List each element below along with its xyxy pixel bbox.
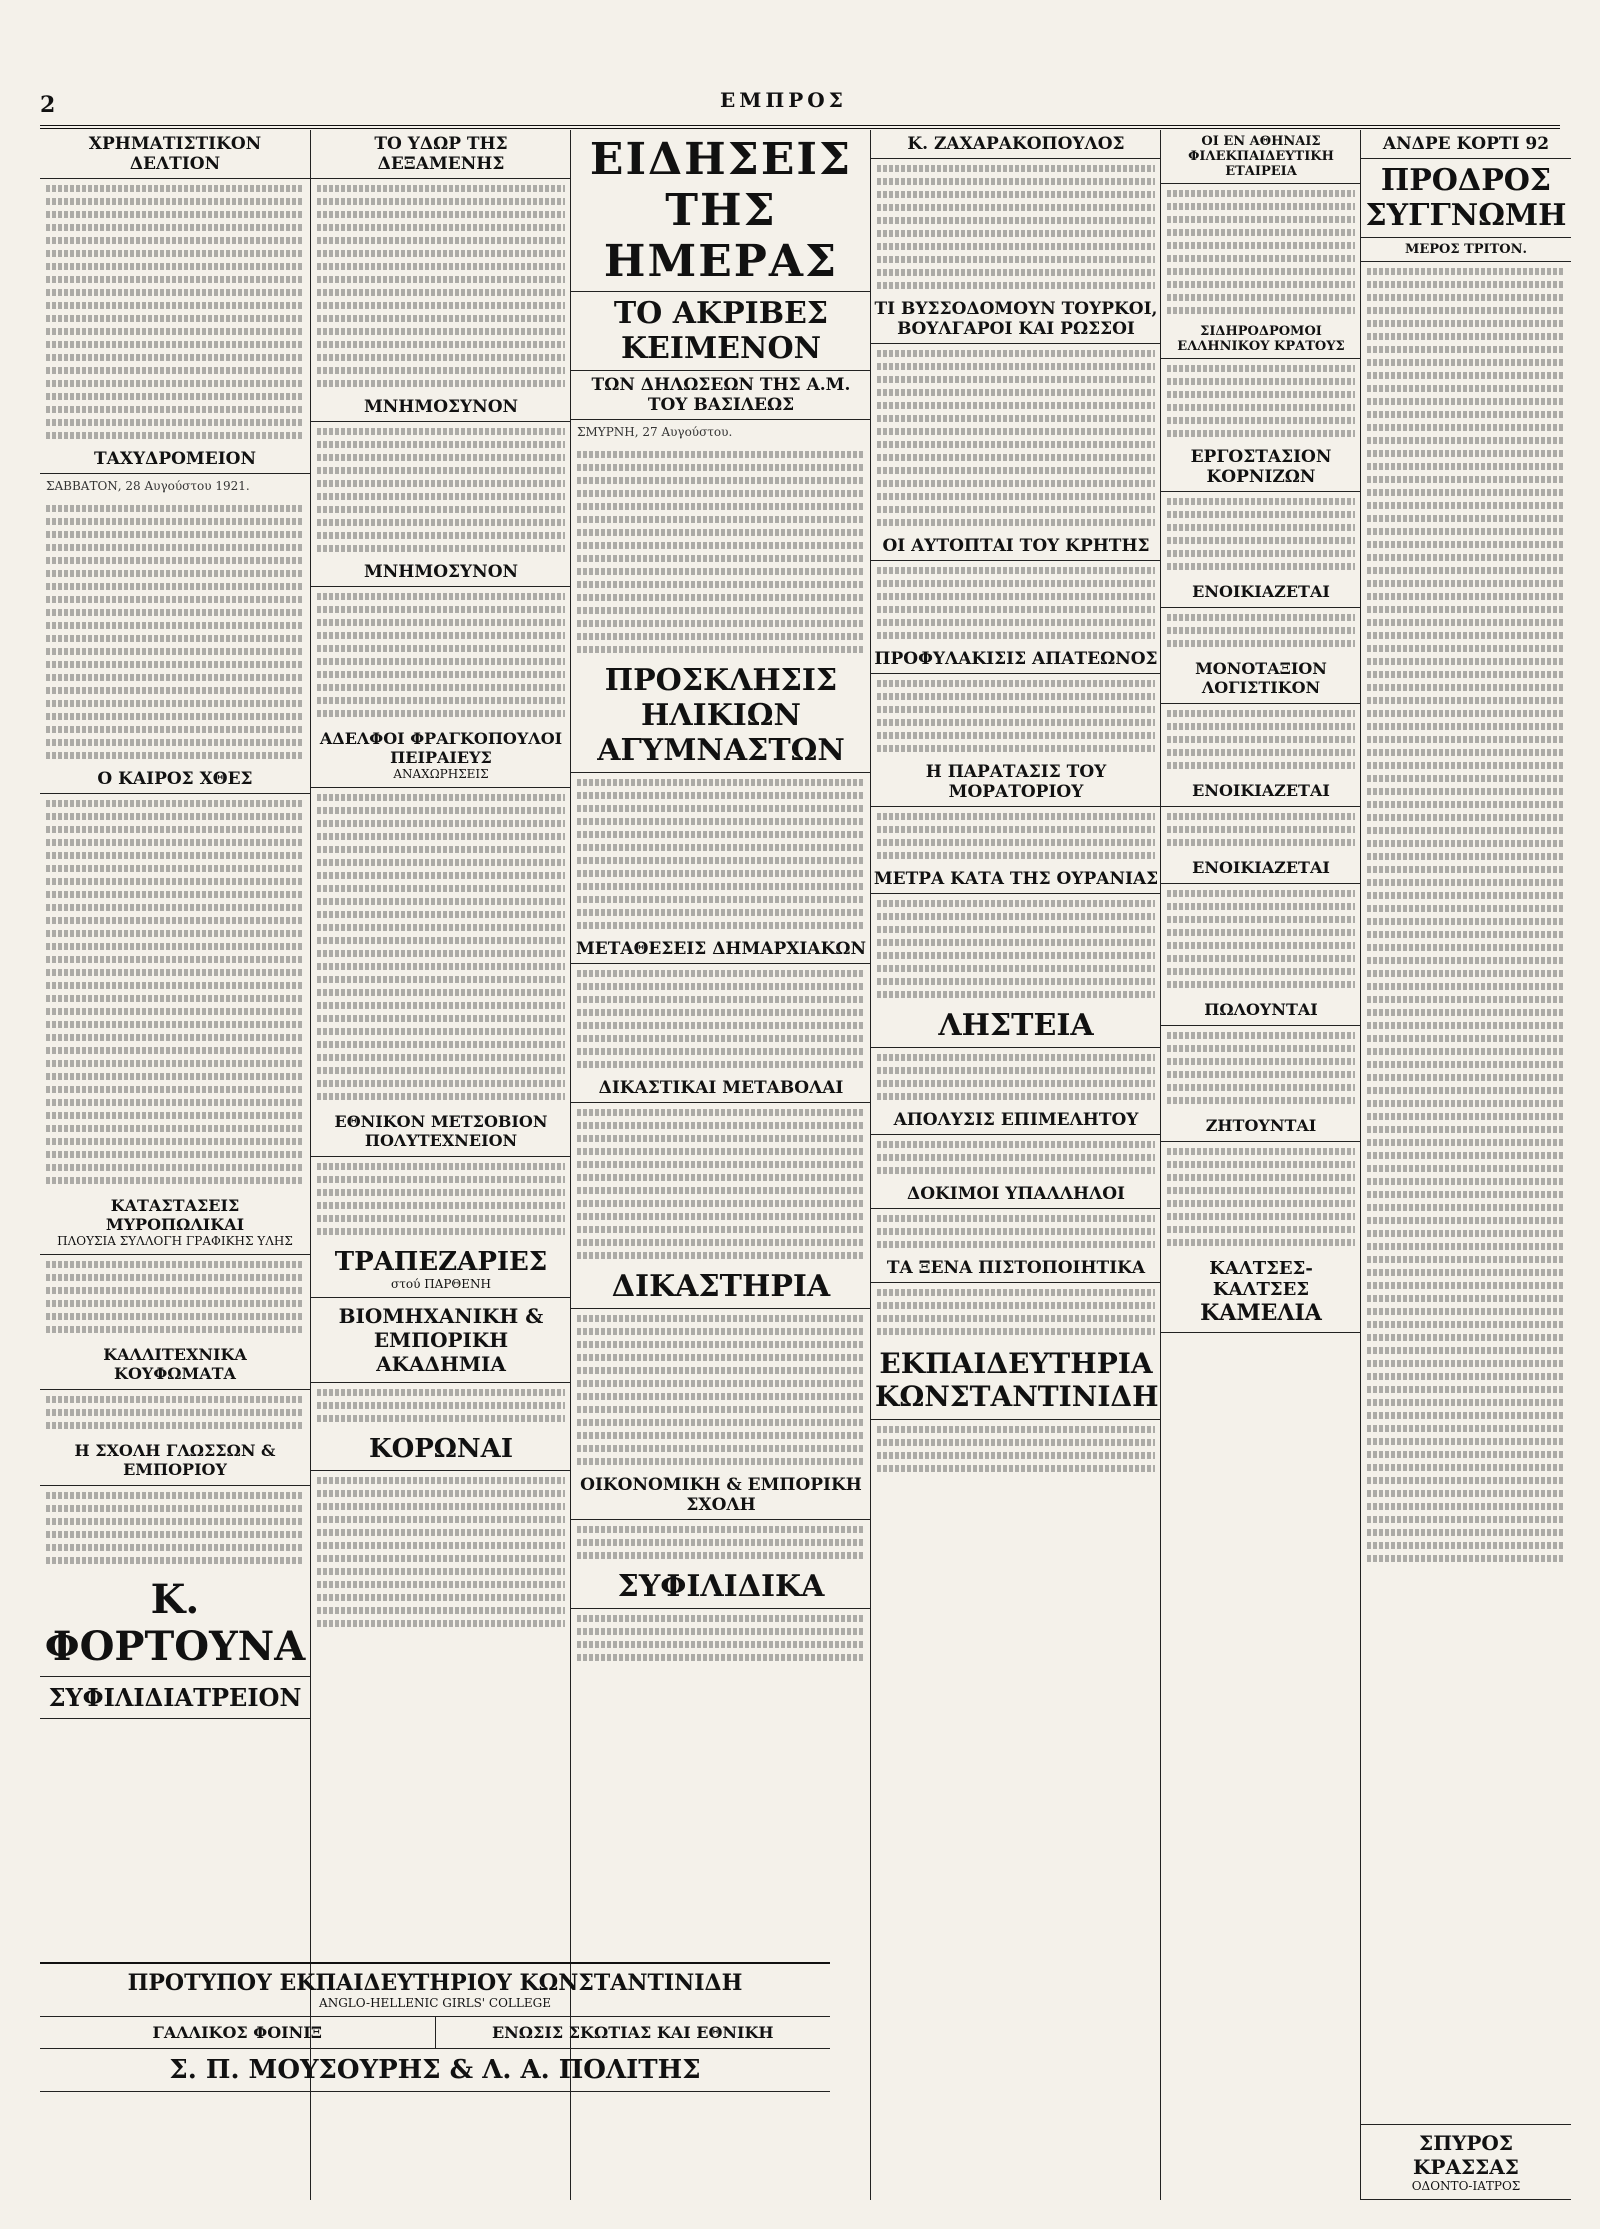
advert: ΓΑΛΛΙΚΟΣ ΦΟΙΝΙΞ <box>40 2017 436 2049</box>
footer-ads <box>40 1962 830 2092</box>
advert-subtitle: ΟΔΟΝΤΟ-ΙΑΤΡΟΣ <box>1411 2179 1521 2193</box>
section-heading: ΜΝΗΜΟΣΥΝΟΝ <box>311 558 571 587</box>
column-1 <box>40 130 310 2200</box>
section-heading: ΔΙΚΑΣΤΙΚΑΙ ΜΕΤΑΒΟΛΑΙ <box>571 1074 871 1103</box>
section-heading: ΟΙ ΑΥΤΟΠΤΑΙ ΤΟΥ ΚΡΗΤΗΣ <box>871 532 1161 561</box>
section-heading: ΠΡΟΦΥΛΑΚΙΣΙΣ ΑΠΑΤΕΩΝΟΣ <box>871 645 1161 674</box>
column-3 <box>570 130 871 2200</box>
advert-title: ΚΑΛΤΣΕΣ-ΚΑΛΤΣΕΣ <box>1209 1258 1313 1300</box>
newspaper-columns <box>40 130 1570 2200</box>
advert <box>40 1964 830 2017</box>
column-5-heading: ΟΙ ΕΝ ΑΘΗΝΑΙΣ ΦΙΛΕΚΠΑΙΔΕΥΤΙΚΗ ΕΤΑΙΡΕΙΑ <box>1161 130 1361 184</box>
section-heading: ΜΝΗΜΟΣΥΝΟΝ <box>311 393 571 422</box>
section-heading: ΣΥΦΙΛΙΔΙΚΑ <box>571 1565 871 1609</box>
advert: Σ. Π. ΜΟΥΣΟΥΡΗΣ & Λ. Α. ΠΟΛΙΤΗΣ <box>40 2049 830 2092</box>
advert: ΖΗΤΟΥΝΤΑΙ <box>1161 1110 1361 1142</box>
serial-part: ΜΕΡΟΣ ΤΡΙΤΟΝ. <box>1361 238 1571 262</box>
column-6 <box>1360 130 1571 2200</box>
news-of-the-day-heading: ΕΙΔΗΣΕΙΣ ΤΗΣ ΗΜΕΡΑΣ <box>571 130 871 292</box>
advert-subtitle: ANGLO-HELLENIC GIRLS' COLLEGE <box>319 1996 551 2010</box>
advert-title: ΣΠΥΡΟΣ ΚΡΑΣΣΑΣ <box>1413 2131 1519 2179</box>
section-heading: ΠΡΟΣΚΛΗΣΙΣ ΗΛΙΚΙΩΝ ΑΓΥΜΝΑΣΤΩΝ <box>571 659 871 773</box>
serial-title: ΠΡΟΔΡΟΣ ΣΥΓΓΝΩΜΗ <box>1361 159 1571 238</box>
advert <box>1161 1252 1361 1333</box>
advert: ΕΝΟΙΚΙΑΖΕΤΑΙ <box>1161 852 1361 884</box>
advert-subtitle: στού ΠΑΡΘΕΝΗ <box>391 1277 491 1291</box>
advert: ΕΚΠΑΙΔΕΥΤΗΡΙΑ ΚΩΝΣΤΑΝΤΙΝΙΔΗ <box>871 1341 1161 1420</box>
section-heading: ΤΙ ΒΥΣΣΟΔΟΜΟΥΝ ΤΟΥΡΚΟΙ, ΒΟΥΛΓΑΡΟΙ ΚΑΙ ΡΩΣΣΟΙ <box>871 295 1161 344</box>
column-2-heading: ΤΟ ΥΔΩΡ ΤΗΣ ΔΕΞΑΜΕΝΗΣ <box>311 130 571 179</box>
column-5 <box>1160 130 1361 2200</box>
page-number: 2 <box>40 92 56 118</box>
advert: ΒΙΟΜΗΧΑΝΙΚΗ & ΕΜΠΟΡΙΚΗ ΑΚΑΔΗΜΙΑ <box>311 1298 571 1383</box>
section-heading: ΔΙΚΑΣΤΗΡΙΑ <box>571 1265 871 1309</box>
advert-subtitle: ΚΑΜΕΛΙΑ <box>1200 1300 1322 1326</box>
advert-title: ΠΡΟΤΥΠΟΥ ΕΚΠΑΙΔΕΥΤΗΡΙΟΥ ΚΩΝΣΤΑΝΤΙΝΙΔΗ <box>127 1970 743 1996</box>
section-heading: ΛΗΣΤΕΙΑ <box>871 1004 1161 1048</box>
advert: ΠΩΛΟΥΝΤΑΙ <box>1161 994 1361 1026</box>
advert: ΚΟΡΩΝΑΙ <box>311 1428 571 1471</box>
advert: ΕΝΟΙΚΙΑΖΕΤΑΙ <box>1161 576 1361 608</box>
subheadline: ΤΩΝ ΔΗΛΩΣΕΩΝ ΤΗΣ Α.Μ. ΤΟΥ ΒΑΣΙΛΕΩΣ <box>571 371 871 420</box>
advert: ΕΝΟΙΚΙΑΖΕΤΑΙ <box>1161 775 1361 807</box>
advert: ΚΑΛΛΙΤΕΧΝΙΚΑ ΚΟΥΦΩΜΑΤΑ <box>40 1339 310 1390</box>
dateline: ΣΑΒΒΑΤΟΝ, 28 Αυγούστου 1921. <box>46 479 250 493</box>
headline: ΤΟ ΑΚΡΙΒΕΣ ΚΕΙΜΕΝΟΝ <box>571 292 871 371</box>
column-4 <box>870 130 1161 2200</box>
section-heading: Ο ΚΑΙΡΟΣ ΧΘΕΣ <box>40 765 310 794</box>
section-heading: ΤΑΧΥΔΡΟΜΕΙΟΝ <box>40 445 310 474</box>
column-4-heading: Κ. ΖΑΧΑΡΑΚΟΠΟΥΛΟΣ <box>871 130 1161 159</box>
advert-clinic: ΣΥΦΙΛΙΔΙΑΤΡΕΙΟΝ <box>40 1677 310 1719</box>
advert-title: ΚΑΤΑΣΤΑΣΕΙΣ ΜΥΡΟΠΩΛΙΚΑΙ <box>105 1196 245 1234</box>
advert: ΕΝΩΣΙΣ ΣΚΩΤΙΑΣ ΚΑΙ ΕΘΝΙΚΗ <box>436 2017 831 2049</box>
installment-number: 92 <box>1525 134 1550 154</box>
advert-subtitle: ΑΝΑΧΩΡΗΣΕΙΣ <box>393 767 489 781</box>
advert-doctor-name: Κ. ΦΟΡΤΟΥΝΑ <box>40 1570 310 1677</box>
advert-dentist <box>1361 2124 1571 2200</box>
section-heading: ΜΕΤΡΑ ΚΑΤΑ ΤΗΣ ΟΥΡΑΝΙΑΣ <box>871 865 1161 894</box>
advert: ΕΘΝΙΚΟΝ ΜΕΤΣΟΒΙΟΝ ΠΟΛΥΤΕΧΝΕΙΟΝ <box>311 1106 571 1157</box>
advert <box>40 1190 310 1255</box>
section-heading: ΜΕΤΑΘΕΣΕΙΣ ΔΗΜΑΡΧΙΑΚΩΝ <box>571 935 871 964</box>
advert-title: ΤΡΑΠΕΖΑΡΙΕΣ <box>334 1247 548 1277</box>
column-1-heading: ΧΡΗΜΑΤΙΣΤΙΚΟΝ ΔΕΛΤΙΟΝ <box>40 130 310 179</box>
top-rule <box>40 95 1560 129</box>
section-heading: ΟΙΚΟΝΟΜΙΚΗ & ΕΜΠΟΡΙΚΗ ΣΧΟΛΗ <box>571 1471 871 1520</box>
advert-subtitle: ΠΛΟΥΣΙΑ ΣΥΛΛΟΓΗ ΓΡΑΦΙΚΗΣ ΥΛΗΣ <box>57 1234 293 1248</box>
advert <box>311 1241 571 1298</box>
masthead: ΕΜΠΡΟΣ <box>720 88 847 112</box>
insurance-ads <box>40 2017 830 2049</box>
author: ΑΝΔΡΕ ΚΟΡΤΙ <box>1382 134 1520 154</box>
section-heading: ΤΑ ΞΕΝΑ ΠΙΣΤΟΠΟΙΗΤΙΚΑ <box>871 1254 1161 1283</box>
section-heading: ΣΙΔΗΡΟΔΡΟΜΟΙ ΕΛΛΗΝΙΚΟΥ ΚΡΑΤΟΥΣ <box>1161 320 1361 359</box>
section-heading: ΕΡΓΟΣΤΑΣΙΟΝ ΚΟΡΝΙΖΩΝ <box>1161 443 1361 492</box>
advert: ΜΟΝΟΤΑΞΙΟΝ ΛΟΓΙΣΤΙΚΟΝ <box>1161 653 1361 704</box>
column-2 <box>310 130 571 2200</box>
advert-title: ΑΔΕΛΦΟΙ ΦΡΑΓΚΟΠΟΥΛΟΙ ΠΕΙΡΑΙΕΥΣ <box>319 729 563 767</box>
serial-byline <box>1361 130 1571 159</box>
advert: Η ΣΧΟΛΗ ΓΛΩΣΣΩΝ & ΕΜΠΟΡΙΟΥ <box>40 1435 310 1486</box>
section-heading: Η ΠΑΡΑΤΑΣΙΣ ΤΟΥ ΜΟΡΑΤΟΡΙΟΥ <box>871 758 1161 807</box>
section-heading: ΔΟΚΙΜΟΙ ΥΠΑΛΛΗΛΟΙ <box>871 1180 1161 1209</box>
section-heading: ΑΠΟΛΥΣΙΣ ΕΠΙΜΕΛΗΤΟΥ <box>871 1106 1161 1135</box>
dateline: ΣΜΥΡΝΗ, 27 Αυγούστου. <box>577 425 733 439</box>
advert <box>311 723 571 788</box>
